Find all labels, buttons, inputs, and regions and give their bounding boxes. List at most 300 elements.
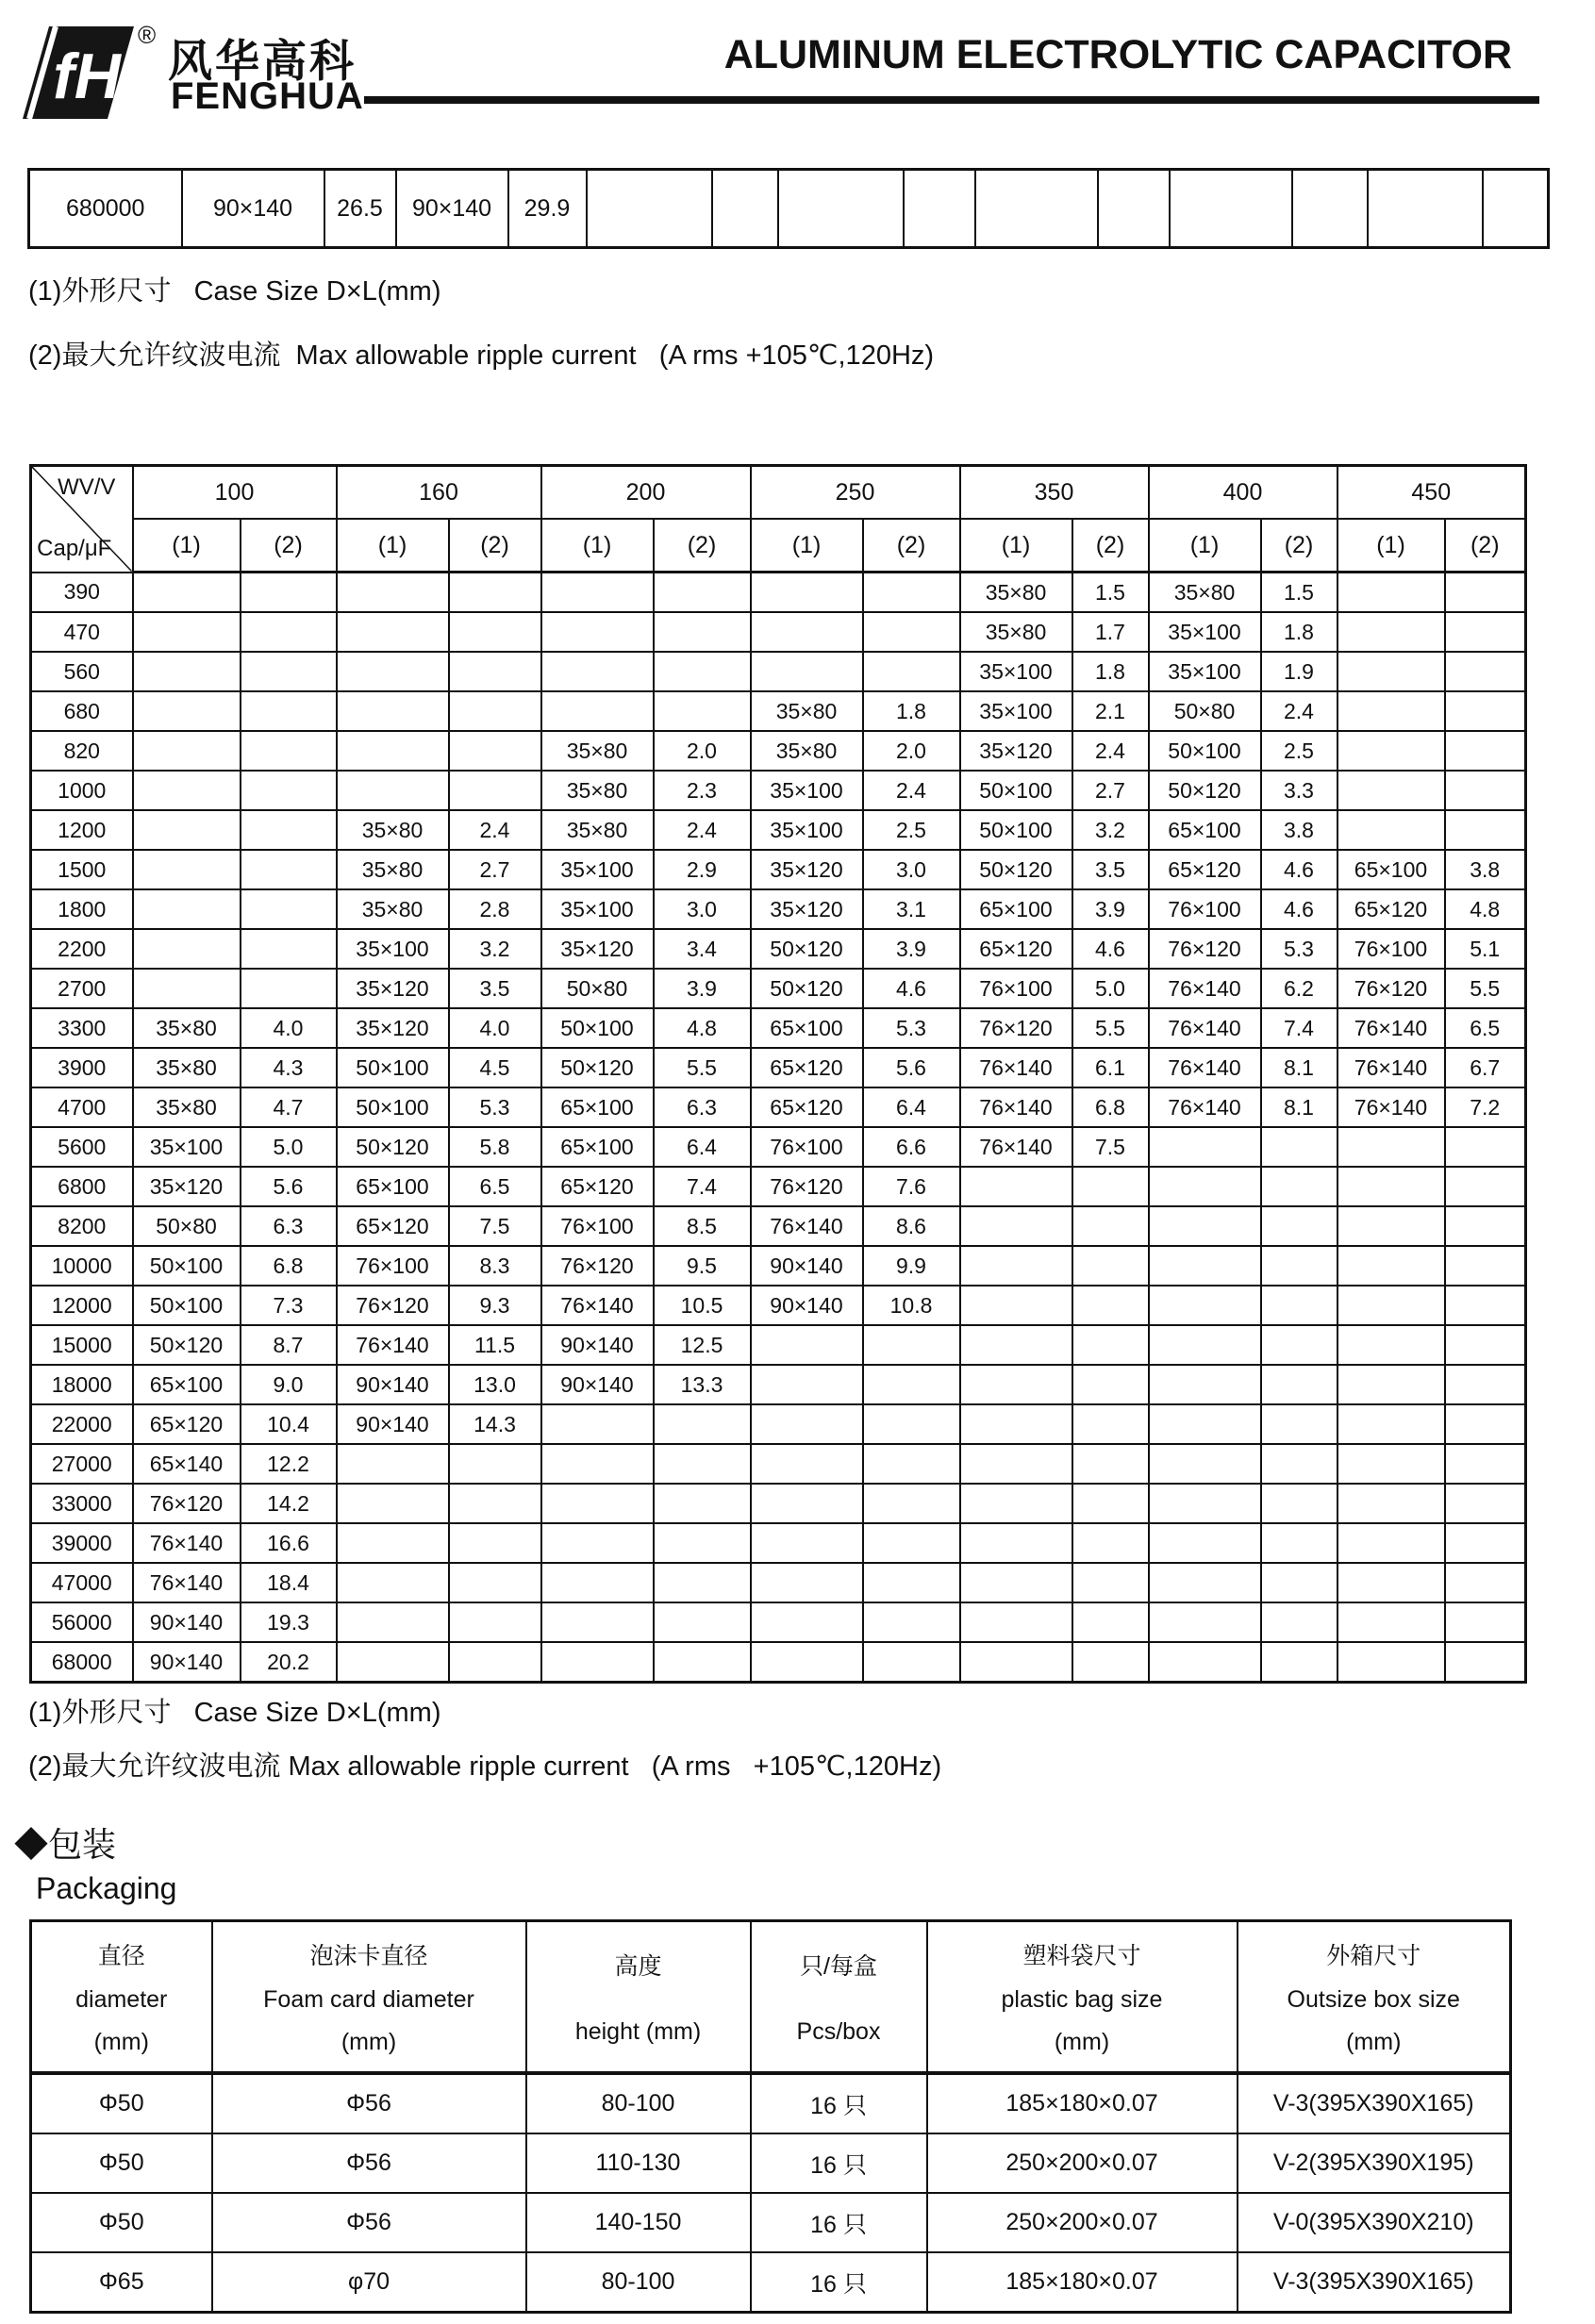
ripple-current-cell bbox=[241, 771, 337, 810]
ripple-current-cell bbox=[1261, 1642, 1337, 1683]
ripple-current-cell bbox=[1072, 1563, 1149, 1602]
case-size-cell: 65×120 bbox=[1149, 850, 1261, 889]
ripple-current-cell: 8.1 bbox=[1261, 1048, 1337, 1087]
case-size-cell bbox=[960, 1484, 1072, 1523]
case-size-cell: 65×120 bbox=[541, 1167, 654, 1206]
ripple-current-cell: 4.0 bbox=[241, 1008, 337, 1048]
case-size-cell: 50×80 bbox=[133, 1206, 241, 1246]
ripple-current-cell: 12.5 bbox=[654, 1325, 751, 1365]
cap-row bbox=[31, 1484, 1526, 1523]
ripple-current-cell: 6.4 bbox=[654, 1127, 751, 1167]
voltage-header: 400 bbox=[1149, 466, 1337, 520]
cap-value: 680 bbox=[31, 691, 133, 731]
ripple-current-cell: 2.7 bbox=[1072, 771, 1149, 810]
cap-row bbox=[31, 1246, 1526, 1286]
ripple-current-cell bbox=[449, 652, 541, 691]
ripple-current-cell bbox=[1072, 1167, 1149, 1206]
prev-table-cell bbox=[1368, 170, 1483, 248]
packaging-column-header bbox=[751, 1921, 927, 2074]
ripple-current-cell bbox=[654, 1523, 751, 1563]
packaging-cell: Φ50 bbox=[31, 2133, 212, 2193]
packaging-table bbox=[29, 1919, 1512, 2314]
ripple-current-cell: 3.3 bbox=[1261, 771, 1337, 810]
case-size-cell: 76×140 bbox=[1149, 969, 1261, 1008]
case-size-cell bbox=[133, 573, 241, 613]
ripple-current-cell: 6.8 bbox=[241, 1246, 337, 1286]
ripple-current-cell: 5.3 bbox=[449, 1087, 541, 1127]
cap-row bbox=[31, 889, 1526, 929]
case-size-cell bbox=[133, 771, 241, 810]
ripple-current-cell: 19.3 bbox=[241, 1602, 337, 1642]
cap-value: 18000 bbox=[31, 1365, 133, 1404]
case-size-cell bbox=[133, 850, 241, 889]
ripple-current-cell bbox=[449, 1642, 541, 1683]
packaging-cell: 16 只 bbox=[751, 2252, 927, 2313]
case-size-cell: 35×120 bbox=[337, 1008, 449, 1048]
voltage-header: 100 bbox=[133, 466, 337, 520]
ripple-current-cell: 6.7 bbox=[1445, 1048, 1526, 1087]
case-size-cell: 65×120 bbox=[960, 929, 1072, 969]
ripple-current-cell: 2.9 bbox=[654, 850, 751, 889]
ripple-current-cell: 20.2 bbox=[241, 1642, 337, 1683]
cap-value: 5600 bbox=[31, 1127, 133, 1167]
packaging-cell: V-3(395X390X165) bbox=[1238, 2073, 1511, 2133]
ripple-current-cell: 1.8 bbox=[1072, 652, 1149, 691]
sub-header: (1) bbox=[541, 519, 654, 573]
ripple-current-cell bbox=[863, 612, 960, 652]
ripple-current-cell bbox=[1072, 1404, 1149, 1444]
ripple-current-cell bbox=[449, 1523, 541, 1563]
case-size-cell bbox=[751, 573, 863, 613]
case-size-cell: 76×140 bbox=[751, 1206, 863, 1246]
cap-row bbox=[31, 1167, 1526, 1206]
ripple-current-cell bbox=[1445, 1444, 1526, 1484]
prev-page-table bbox=[27, 168, 1550, 249]
case-size-cell bbox=[337, 1444, 449, 1484]
ripple-current-cell: 6.3 bbox=[241, 1206, 337, 1246]
case-size-cell: 35×80 bbox=[960, 573, 1072, 613]
case-size-cell: 35×100 bbox=[1149, 612, 1261, 652]
case-size-cell bbox=[337, 1484, 449, 1523]
ripple-current-cell: 3.0 bbox=[654, 889, 751, 929]
registered-trademark-icon: ® bbox=[138, 21, 157, 49]
ripple-current-cell bbox=[1261, 1127, 1337, 1167]
cap-value: 1800 bbox=[31, 889, 133, 929]
cap-value: 27000 bbox=[31, 1444, 133, 1484]
ripple-current-cell: 6.5 bbox=[1445, 1008, 1526, 1048]
case-size-cell: 76×140 bbox=[1149, 1087, 1261, 1127]
ripple-current-cell: 3.8 bbox=[1261, 810, 1337, 850]
case-size-cell bbox=[1337, 810, 1445, 850]
ripple-current-cell bbox=[863, 1602, 960, 1642]
cap-row bbox=[31, 1206, 1526, 1246]
ripple-current-cell: 4.6 bbox=[1261, 850, 1337, 889]
case-size-cell bbox=[1337, 1325, 1445, 1365]
ripple-current-cell bbox=[1445, 1563, 1526, 1602]
case-size-cell bbox=[1149, 1642, 1261, 1683]
case-size-cell bbox=[133, 731, 241, 771]
ripple-current-cell bbox=[1072, 1325, 1149, 1365]
case-size-cell: 76×120 bbox=[1337, 969, 1445, 1008]
ripple-current-cell: 5.5 bbox=[1445, 969, 1526, 1008]
cap-row bbox=[31, 1087, 1526, 1127]
ripple-current-cell: 1.7 bbox=[1072, 612, 1149, 652]
case-size-cell: 50×100 bbox=[960, 810, 1072, 850]
cap-row bbox=[31, 1642, 1526, 1683]
packaging-cell: V-2(395X390X195) bbox=[1238, 2133, 1511, 2193]
ripple-current-cell bbox=[863, 1642, 960, 1683]
ripple-current-cell: 8.3 bbox=[449, 1246, 541, 1286]
case-size-cell bbox=[541, 1642, 654, 1683]
ripple-current-cell: 5.0 bbox=[241, 1127, 337, 1167]
ripple-current-cell: 3.1 bbox=[863, 889, 960, 929]
case-size-cell: 76×140 bbox=[960, 1087, 1072, 1127]
case-size-cell: 76×120 bbox=[751, 1167, 863, 1206]
packaging-cell: 185×180×0.07 bbox=[927, 2073, 1238, 2133]
cap-row bbox=[31, 1127, 1526, 1167]
case-size-cell bbox=[960, 1563, 1072, 1602]
case-size-cell bbox=[1337, 612, 1445, 652]
corner-header bbox=[31, 466, 133, 573]
ripple-current-cell bbox=[1445, 1642, 1526, 1683]
case-size-cell: 50×100 bbox=[960, 771, 1072, 810]
case-size-cell bbox=[1149, 1325, 1261, 1365]
ripple-current-cell bbox=[863, 1325, 960, 1365]
case-size-cell bbox=[1337, 1563, 1445, 1602]
sub-header: (1) bbox=[960, 519, 1072, 573]
ripple-current-cell: 1.8 bbox=[1261, 612, 1337, 652]
ripple-current-cell: 13.3 bbox=[654, 1365, 751, 1404]
ripple-current-cell: 18.4 bbox=[241, 1563, 337, 1602]
case-size-cell: 50×100 bbox=[1149, 731, 1261, 771]
case-size-cell: 35×100 bbox=[1149, 652, 1261, 691]
ripple-current-cell bbox=[1261, 1602, 1337, 1642]
ripple-current-cell bbox=[241, 652, 337, 691]
cap-row bbox=[31, 850, 1526, 889]
cap-value: 68000 bbox=[31, 1642, 133, 1683]
case-size-cell bbox=[541, 612, 654, 652]
case-size-cell bbox=[541, 1523, 654, 1563]
case-size-cell bbox=[541, 1404, 654, 1444]
case-size-cell bbox=[751, 612, 863, 652]
cap-row bbox=[31, 1523, 1526, 1563]
ripple-current-cell bbox=[1072, 1246, 1149, 1286]
case-size-cell: 76×140 bbox=[960, 1048, 1072, 1087]
packaging-cell: Φ50 bbox=[31, 2073, 212, 2133]
ripple-current-cell bbox=[1445, 1206, 1526, 1246]
cap-value: 8200 bbox=[31, 1206, 133, 1246]
case-size-cell bbox=[1337, 1404, 1445, 1444]
ripple-current-cell bbox=[449, 1602, 541, 1642]
prev-table-cell bbox=[1292, 170, 1368, 248]
case-size-cell: 50×100 bbox=[337, 1087, 449, 1127]
ripple-current-cell bbox=[863, 652, 960, 691]
ripple-current-cell: 5.3 bbox=[863, 1008, 960, 1048]
cap-value: 470 bbox=[31, 612, 133, 652]
case-size-cell: 35×120 bbox=[960, 731, 1072, 771]
case-size-cell bbox=[1149, 1484, 1261, 1523]
ripple-current-cell bbox=[1445, 1246, 1526, 1286]
case-size-cell bbox=[1149, 1286, 1261, 1325]
cap-value: 2700 bbox=[31, 969, 133, 1008]
ripple-current-cell: 1.5 bbox=[1261, 573, 1337, 613]
cap-value: 39000 bbox=[31, 1523, 133, 1563]
cap-value: 1000 bbox=[31, 771, 133, 810]
case-size-cell: 50×120 bbox=[751, 929, 863, 969]
ripple-current-cell bbox=[1445, 573, 1526, 613]
cap-row bbox=[31, 929, 1526, 969]
case-size-cell: 76×100 bbox=[337, 1246, 449, 1286]
case-size-cell bbox=[337, 1563, 449, 1602]
ripple-current-cell: 7.6 bbox=[863, 1167, 960, 1206]
ripple-current-cell: 9.0 bbox=[241, 1365, 337, 1404]
case-size-cell bbox=[1149, 1404, 1261, 1444]
cap-row bbox=[31, 691, 1526, 731]
case-size-cell: 65×100 bbox=[1337, 850, 1445, 889]
case-size-cell: 35×100 bbox=[541, 889, 654, 929]
ripple-current-cell: 4.3 bbox=[241, 1048, 337, 1087]
case-size-cell bbox=[541, 573, 654, 613]
ripple-current-cell: 5.3 bbox=[1261, 929, 1337, 969]
ripple-current-cell bbox=[449, 612, 541, 652]
ripple-current-cell: 2.4 bbox=[654, 810, 751, 850]
ripple-current-cell bbox=[449, 573, 541, 613]
ripple-current-cell bbox=[241, 889, 337, 929]
case-size-cell bbox=[1149, 1167, 1261, 1206]
case-size-cell bbox=[1149, 1206, 1261, 1246]
case-size-cell: 90×140 bbox=[541, 1365, 654, 1404]
cap-value: 3900 bbox=[31, 1048, 133, 1087]
case-size-cell: 76×140 bbox=[1337, 1087, 1445, 1127]
packaging-cell: Φ56 bbox=[212, 2193, 526, 2252]
case-size-cell: 76×100 bbox=[751, 1127, 863, 1167]
ripple-current-cell bbox=[1072, 1206, 1149, 1246]
case-size-cell: 76×120 bbox=[960, 1008, 1072, 1048]
case-size-cell bbox=[960, 1444, 1072, 1484]
case-size-cell bbox=[133, 691, 241, 731]
case-size-cell: 65×100 bbox=[541, 1087, 654, 1127]
case-size-cell: 90×140 bbox=[337, 1404, 449, 1444]
case-size-cell: 76×120 bbox=[337, 1286, 449, 1325]
packaging-column-header bbox=[526, 1921, 751, 2074]
cap-row bbox=[31, 1602, 1526, 1642]
case-size-cell: 35×120 bbox=[541, 929, 654, 969]
case-size-cell bbox=[1337, 691, 1445, 731]
case-size-cell bbox=[960, 1523, 1072, 1563]
case-size-cell bbox=[337, 771, 449, 810]
case-size-cell bbox=[1337, 1167, 1445, 1206]
packaging-cell: 110-130 bbox=[526, 2133, 751, 2193]
case-size-cell: 65×120 bbox=[337, 1206, 449, 1246]
note-ripple-current-top: (2)最大允许纹波电流 Max allowable ripple current (A rms +105℃,120Hz) bbox=[28, 340, 935, 371]
ripple-current-cell: 10.4 bbox=[241, 1404, 337, 1444]
ripple-current-cell bbox=[1445, 612, 1526, 652]
sub-header: (2) bbox=[863, 519, 960, 573]
packaging-header-line: (mm) bbox=[1054, 2029, 1110, 2055]
case-size-cell: 35×100 bbox=[960, 691, 1072, 731]
case-size-cell bbox=[751, 1563, 863, 1602]
case-size-cell: 76×120 bbox=[1149, 929, 1261, 969]
case-size-cell bbox=[541, 1444, 654, 1484]
case-size-cell bbox=[133, 652, 241, 691]
cap-row bbox=[31, 1008, 1526, 1048]
cap-row bbox=[31, 810, 1526, 850]
cap-value: 15000 bbox=[31, 1325, 133, 1365]
case-size-cell: 76×140 bbox=[1337, 1008, 1445, 1048]
ripple-current-cell bbox=[1445, 1286, 1526, 1325]
case-size-cell: 76×100 bbox=[1337, 929, 1445, 969]
ripple-current-cell: 4.6 bbox=[863, 969, 960, 1008]
case-size-cell: 65×120 bbox=[133, 1404, 241, 1444]
case-size-cell: 35×120 bbox=[133, 1167, 241, 1206]
ripple-current-cell: 11.5 bbox=[449, 1325, 541, 1365]
packaging-cell: 16 只 bbox=[751, 2073, 927, 2133]
ripple-current-cell: 2.4 bbox=[449, 810, 541, 850]
prev-table-cell bbox=[1098, 170, 1170, 248]
ripple-current-cell: 4.6 bbox=[1072, 929, 1149, 969]
ripple-current-cell bbox=[1072, 1365, 1149, 1404]
case-size-cell: 35×80 bbox=[337, 810, 449, 850]
cap-row bbox=[31, 1563, 1526, 1602]
case-size-cell: 35×80 bbox=[133, 1087, 241, 1127]
ripple-current-cell bbox=[654, 1484, 751, 1523]
ripple-current-cell: 2.0 bbox=[654, 731, 751, 771]
packaging-header-line: Outsize box size bbox=[1287, 1986, 1460, 2013]
case-size-cell: 76×100 bbox=[541, 1206, 654, 1246]
case-size-cell bbox=[337, 731, 449, 771]
case-size-cell: 50×80 bbox=[1149, 691, 1261, 731]
prev-table-cell bbox=[587, 170, 712, 248]
case-size-cell: 50×100 bbox=[541, 1008, 654, 1048]
case-size-cell: 65×100 bbox=[133, 1365, 241, 1404]
ripple-current-cell bbox=[1261, 1246, 1337, 1286]
case-size-cell: 35×120 bbox=[337, 969, 449, 1008]
ripple-current-cell bbox=[863, 573, 960, 613]
case-size-cell bbox=[1149, 1246, 1261, 1286]
cap-value: 4700 bbox=[31, 1087, 133, 1127]
case-size-cell: 50×100 bbox=[133, 1246, 241, 1286]
case-size-cell: 65×140 bbox=[133, 1444, 241, 1484]
case-size-cell bbox=[960, 1602, 1072, 1642]
ripple-current-cell bbox=[241, 691, 337, 731]
ripple-current-cell: 6.3 bbox=[654, 1087, 751, 1127]
voltage-header-row bbox=[31, 466, 1526, 520]
packaging-row bbox=[31, 2133, 1511, 2193]
case-size-cell bbox=[751, 652, 863, 691]
ripple-current-cell: 2.1 bbox=[1072, 691, 1149, 731]
ripple-current-cell: 9.3 bbox=[449, 1286, 541, 1325]
packaging-header-line: (mm) bbox=[93, 2029, 149, 2055]
case-size-cell: 35×100 bbox=[541, 850, 654, 889]
ripple-current-cell bbox=[863, 1484, 960, 1523]
ripple-current-cell: 5.8 bbox=[449, 1127, 541, 1167]
packaging-cell: 250×200×0.07 bbox=[927, 2133, 1238, 2193]
packaging-column-header bbox=[212, 1921, 526, 2074]
ripple-current-cell bbox=[654, 1444, 751, 1484]
case-size-cell: 35×120 bbox=[751, 889, 863, 929]
case-size-cell bbox=[960, 1642, 1072, 1683]
ripple-current-cell: 4.0 bbox=[449, 1008, 541, 1048]
cap-row bbox=[31, 969, 1526, 1008]
ripple-current-cell bbox=[654, 652, 751, 691]
ripple-current-cell: 3.9 bbox=[654, 969, 751, 1008]
case-size-cell bbox=[541, 1602, 654, 1642]
ripple-current-cell: 3.9 bbox=[863, 929, 960, 969]
case-size-cell: 35×80 bbox=[133, 1048, 241, 1087]
svg-text:fH: fH bbox=[53, 41, 121, 112]
packaging-cell: 16 只 bbox=[751, 2133, 927, 2193]
case-size-cell: 76×140 bbox=[960, 1127, 1072, 1167]
packaging-cell: Φ50 bbox=[31, 2193, 212, 2252]
cap-row bbox=[31, 573, 1526, 613]
note-case-size-bottom: (1)外形尺寸 Case Size D×L(mm) bbox=[28, 1698, 441, 1728]
case-size-cell: 76×120 bbox=[541, 1246, 654, 1286]
ripple-current-cell: 2.4 bbox=[863, 771, 960, 810]
ripple-current-cell bbox=[654, 1404, 751, 1444]
ripple-current-cell: 9.9 bbox=[863, 1246, 960, 1286]
ripple-current-cell: 2.4 bbox=[1072, 731, 1149, 771]
ripple-current-cell bbox=[241, 850, 337, 889]
ripple-current-cell: 5.5 bbox=[654, 1048, 751, 1087]
ripple-current-cell bbox=[1445, 652, 1526, 691]
case-size-cell bbox=[133, 929, 241, 969]
case-size-cell bbox=[1337, 1286, 1445, 1325]
packaging-cell: V-3(395X390X165) bbox=[1238, 2252, 1511, 2313]
packaging-header-line: 泡沫卡直径 bbox=[309, 1943, 428, 1969]
prev-table-cell: 26.5 bbox=[324, 170, 396, 248]
packaging-header-line: (mm) bbox=[1346, 2029, 1402, 2055]
case-size-cell bbox=[541, 1563, 654, 1602]
packaging-cell: 140-150 bbox=[526, 2193, 751, 2252]
cap-value: 6800 bbox=[31, 1167, 133, 1206]
sub-header: (2) bbox=[1445, 519, 1526, 573]
cap-row bbox=[31, 1325, 1526, 1365]
ripple-current-cell bbox=[1261, 1206, 1337, 1246]
case-size-cell: 35×80 bbox=[541, 771, 654, 810]
packaging-header-line: diameter bbox=[75, 1986, 168, 2013]
ripple-current-cell bbox=[654, 1642, 751, 1683]
voltage-header: 350 bbox=[960, 466, 1149, 520]
case-size-cell: 76×140 bbox=[133, 1523, 241, 1563]
ripple-current-cell: 6.1 bbox=[1072, 1048, 1149, 1087]
packaging-cell: 250×200×0.07 bbox=[927, 2193, 1238, 2252]
case-size-cell bbox=[1337, 771, 1445, 810]
cap-value: 1200 bbox=[31, 810, 133, 850]
ripple-current-cell bbox=[1261, 1404, 1337, 1444]
case-size-cell: 50×120 bbox=[751, 969, 863, 1008]
cap-value: 10000 bbox=[31, 1246, 133, 1286]
packaging-header-line: height (mm) bbox=[574, 2017, 702, 2045]
ripple-current-cell bbox=[863, 1523, 960, 1563]
cap-row bbox=[31, 771, 1526, 810]
ripple-current-cell bbox=[1261, 1167, 1337, 1206]
case-size-cell: 76×140 bbox=[1149, 1048, 1261, 1087]
ripple-current-cell: 8.1 bbox=[1261, 1087, 1337, 1127]
packaging-header-line: Pcs/box bbox=[796, 2017, 881, 2045]
case-size-cell: 65×100 bbox=[337, 1167, 449, 1206]
ripple-current-cell: 3.2 bbox=[449, 929, 541, 969]
case-size-cell bbox=[1337, 573, 1445, 613]
ripple-current-cell: 8.5 bbox=[654, 1206, 751, 1246]
case-size-cell: 65×120 bbox=[751, 1087, 863, 1127]
case-size-cell: 76×120 bbox=[133, 1484, 241, 1523]
cap-row bbox=[31, 1404, 1526, 1444]
case-size-cell bbox=[337, 691, 449, 731]
ripple-current-cell: 4.8 bbox=[654, 1008, 751, 1048]
case-size-cell bbox=[960, 1286, 1072, 1325]
cap-row bbox=[31, 612, 1526, 652]
ripple-current-cell bbox=[449, 1444, 541, 1484]
